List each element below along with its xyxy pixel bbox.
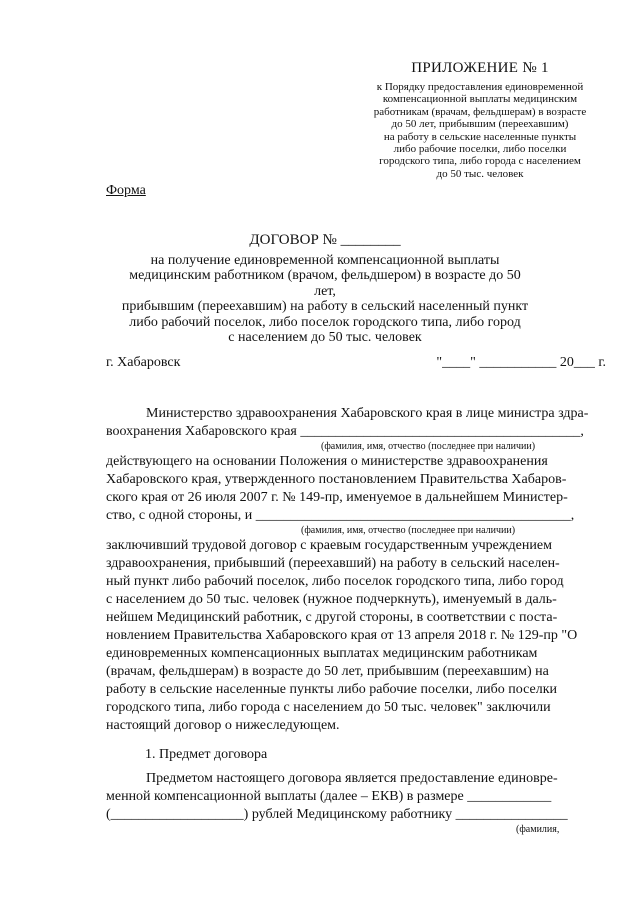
subject-paragraph xyxy=(106,770,606,836)
contract-heading xyxy=(120,232,530,345)
worker-name-field: ство, с одной стороны, и _____________________________________________, xyxy=(106,508,575,523)
paragraph-line: новлением Правительства Хабаровского края от 13 апреля 2018 г. № 129-пр "О xyxy=(106,628,578,643)
appendix-line: городского типа, либо города с населением xyxy=(379,155,581,168)
appendix-title: ПРИЛОЖЕНИЕ № 1 xyxy=(411,60,549,76)
appendix-line: на работу в сельские населенные пункты xyxy=(383,130,577,143)
date-field: "____" ___________ 20___ г. xyxy=(436,355,606,370)
paragraph-line: ный пункт либо рабочий поселок, либо поселок городского типа, либо город xyxy=(106,574,564,589)
amount-field: менной компенсационной выплаты (далее – ЕКВ) в размере ____________ xyxy=(106,789,552,804)
minister-name-field: воохранения Хабаровского края ________________________________________, xyxy=(106,424,584,439)
contract-title: ДОГОВОР № ________ xyxy=(249,232,401,248)
appendix-line: до 50 лет, прибывшим (переехавшим) xyxy=(391,118,569,131)
subtitle-line: прибывшим (переехавшим) на работу в сельский населенный пункт xyxy=(121,299,529,315)
place-text: г. Хабаровск xyxy=(106,355,181,370)
parties-paragraph xyxy=(106,405,606,735)
field-hint: (фамилия, имя, отчество (последнее при наличии) xyxy=(321,441,536,452)
contract-subtitle xyxy=(120,253,530,345)
appendix-line: до 50 тыс. человек xyxy=(436,167,524,180)
subtitle-line: на получение единовременной компенсационной выплаты xyxy=(150,253,500,268)
paragraph-line: Предметом настоящего договора является предоставление единовре- xyxy=(146,771,558,786)
paragraph-line: единовременных компенсационных выплатах медицинским работникам xyxy=(106,646,538,661)
form-label: Форма xyxy=(106,183,146,198)
paragraph-line: Хабаровского края, утвержденного постановлением Правительства Хабаров- xyxy=(106,472,567,487)
paragraph-line: (врачам, фельдшерам) в возрасте до 50 лет, прибывшим (переехавшим) на xyxy=(106,664,549,679)
subtitle-line: медицинским работником (врачом, фельдшером) в возрасте до 50 лет, xyxy=(129,268,521,299)
paragraph-line: городского типа, либо города с населением до 50 тыс. человек" заключили xyxy=(106,700,551,715)
paragraph-line: работу в сельские населенные пункты либо рабочие поселки, либо поселки xyxy=(106,682,557,697)
appendix-line: компенсационной выплаты медицинским xyxy=(382,93,578,106)
amount-words-field: (___________________) рублей Медицинскому работнику ________________ xyxy=(106,807,568,822)
paragraph-line: настоящий договор о нижеследующем. xyxy=(106,718,340,733)
section-title: 1. Предмет договора xyxy=(145,747,268,762)
appendix-line: к Порядку предоставления единовременной xyxy=(376,81,584,93)
paragraph-line: заключивший трудовой договор с краевым государственным учреждением xyxy=(106,538,552,553)
appendix-text xyxy=(330,81,630,180)
paragraph-line: здравоохранения, прибывший (переехавший) на работу в сельский населен- xyxy=(106,556,560,571)
paragraph-line: с населением до 50 тыс. человек (нужное подчеркнуть), именуемый в даль- xyxy=(106,592,557,607)
appendix-line: работникам (врачам, фельдшерам) в возрасте xyxy=(373,105,587,118)
field-hint: (фамилия, xyxy=(516,824,560,835)
appendix-line: либо рабочие поселки, либо поселки xyxy=(393,143,567,156)
field-hint: (фамилия, имя, отчество (последнее при наличии) xyxy=(301,525,516,536)
paragraph-line: ского края от 26 июля 2007 г. № 149-пр, именуемое в дальнейшем Министер- xyxy=(106,490,568,505)
paragraph-line: нейшем Медицинский работник, с другой стороны, в соответствии с поста- xyxy=(106,610,558,625)
subtitle-line: с населением до 50 тыс. человек xyxy=(228,330,422,346)
paragraph-line: действующего на основании Положения о министерстве здравоохранения xyxy=(106,454,548,469)
paragraph-line: Министерство здравоохранения Хабаровского края в лице министра здра- xyxy=(146,406,589,421)
subtitle-line: либо рабочий поселок, либо поселок городского типа, либо город xyxy=(129,314,521,330)
appendix-block xyxy=(330,60,630,180)
